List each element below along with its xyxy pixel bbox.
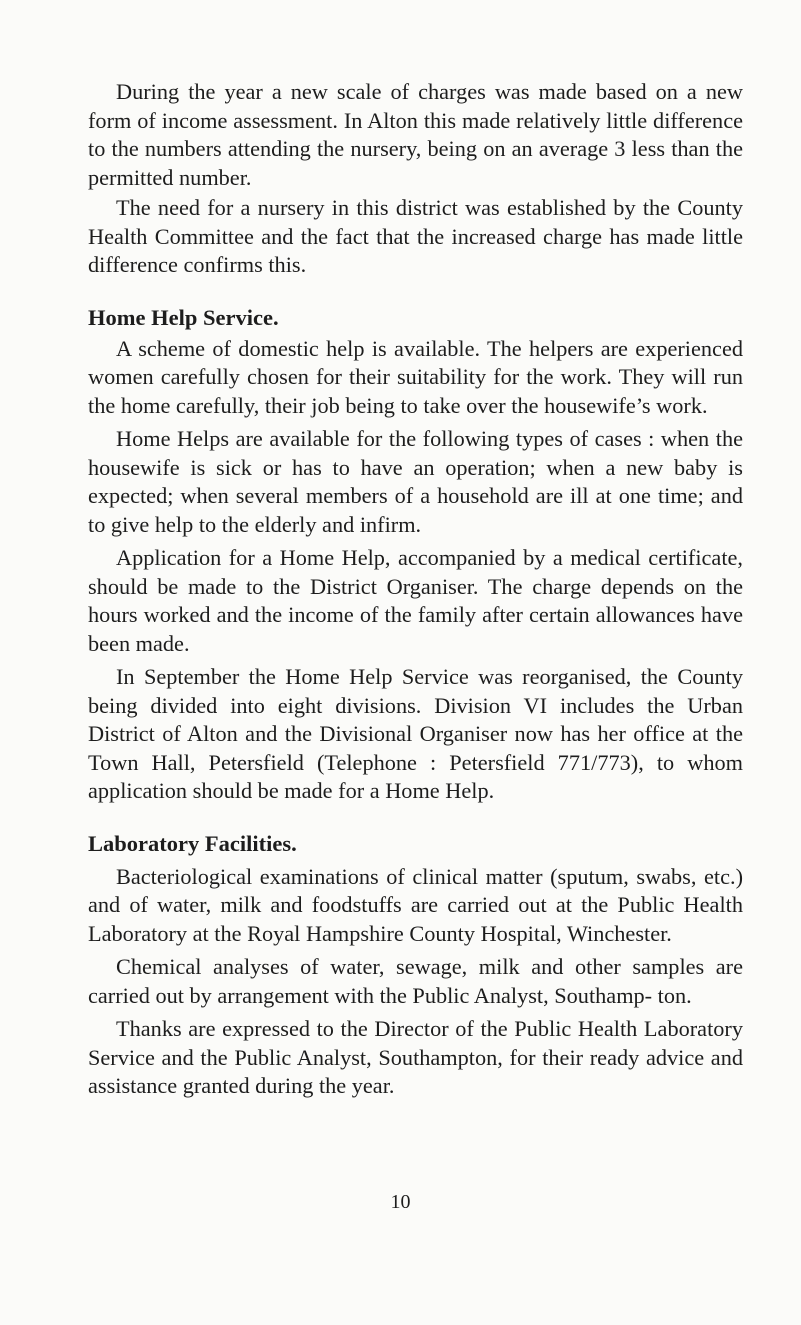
- home-help-cases-paragraph: Home Helps are available for the following types of cases : when the housewife is sick or has to have an operation; when a new baby is expected; when several members of a household are ill at one time; and to give help to the elderly and infirm.: [88, 426, 743, 537]
- page-number: 10: [390, 1191, 411, 1213]
- home-help-reorganisation-paragraph: In September the Home Help Service was reorganised, the County being divided into eight divisions. Division VI includes the Urban District of Alton and the Divisional Organiser now has her office at the Town Hall, Petersfield (Telephone : Petersfield 771/773), to whom application should be made for a Home Help.: [88, 664, 743, 803]
- nursery-charges-paragraph: During the year a new scale of charges was made based on a new form of income assessment. In Alton this made relatively little difference to the numbers attending the nursery, being on an average 3 less than the permitted number.: [88, 79, 743, 190]
- home-help-heading: Home Help Service.: [88, 304, 279, 330]
- laboratory-bacteriological-paragraph: Bacteriological examinations of clinical matter (sputum, swabs, etc.) and of water, milk and foodstuffs are carried out at the Public Health Laboratory at the Royal Hampshire County Hospital, Winchester.: [88, 863, 743, 946]
- laboratory-heading: Laboratory Facilities.: [88, 830, 297, 856]
- laboratory-chemical-paragraph: Chemical analyses of water, sewage, milk and other samples are carried out by arrangement with the Public Analyst, Southamp- ton.: [88, 954, 743, 1008]
- laboratory-thanks-paragraph: Thanks are expressed to the Director of the Public Health Laboratory Service and the Public Analyst, Southampton, for their ready advice and assistance granted during the year.: [88, 1016, 743, 1098]
- home-help-scheme-paragraph: A scheme of domestic help is available. The helpers are experienced women carefully chosen for their suitability for the work. They will run the home carefully, their job being to take over the housewife’s work.: [88, 335, 743, 418]
- home-help-application-paragraph: Application for a Home Help, accompanied by a medical certificate, should be made to the District Organiser. The charge depends on the hours worked and the income of the family after certain allowances have been made.: [88, 545, 743, 656]
- document-page: [88, 78, 743, 1101]
- nursery-need-paragraph: The need for a nursery in this district was established by the County Health Committee and the fact that the increased charge has made little difference confirms this.: [88, 195, 743, 277]
